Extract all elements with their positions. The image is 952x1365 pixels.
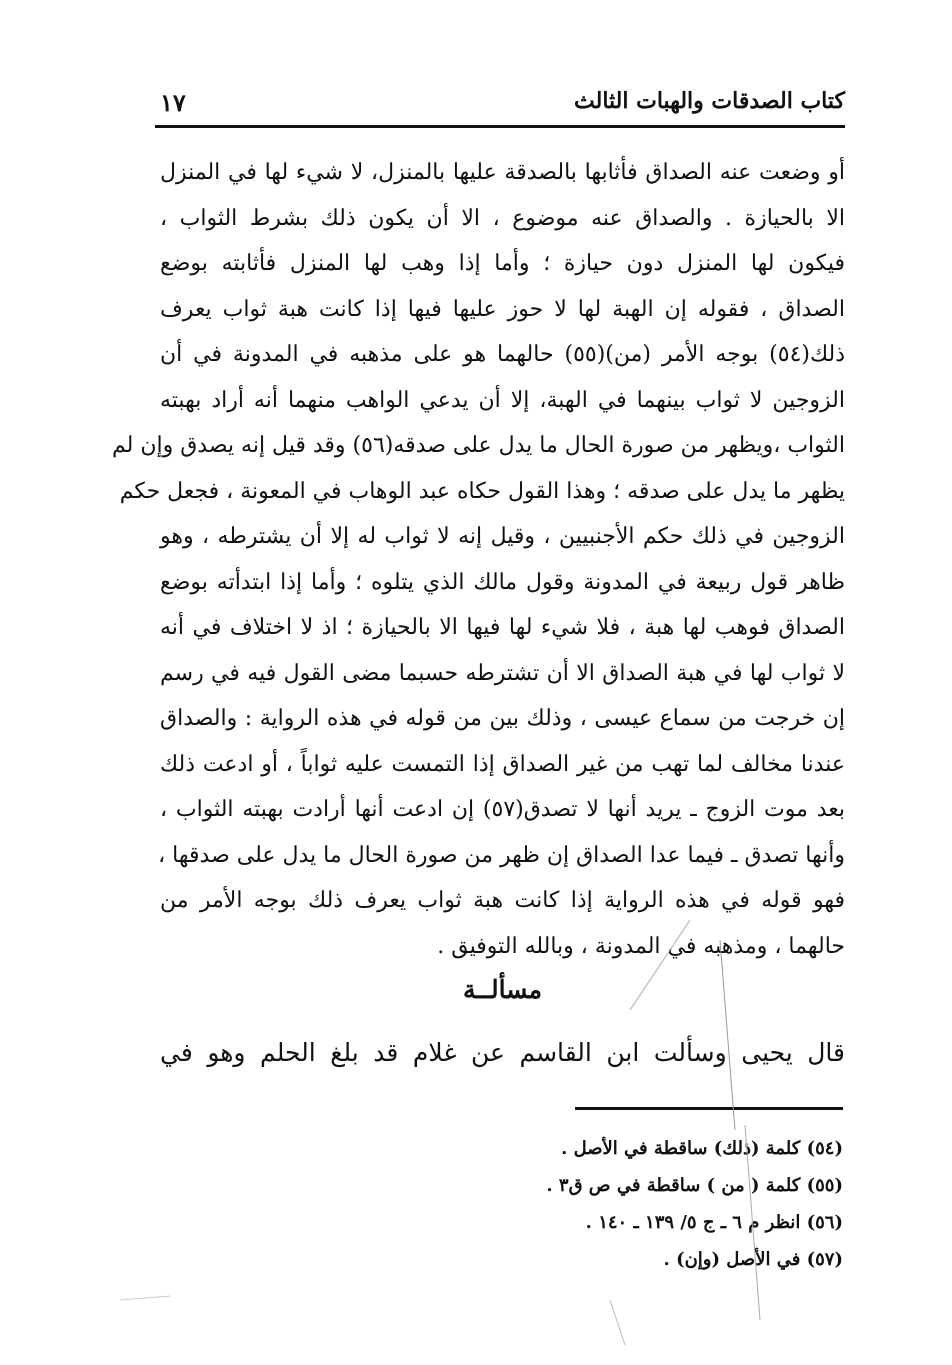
text-line: أو وضعت عنه الصداق فأثابها بالصدقة عليها بالمنزل، لا شيء لها في المنزل xyxy=(160,160,845,185)
footnote-57: (٥٧) في الأصل (وإن) . xyxy=(663,1249,843,1270)
text-line: بعد موت الزوج ـ يريد أنها لا تصدق(٥٧) إن ادعت أنها أرادت بهبته الثواب ، xyxy=(160,797,845,822)
text-line: إن خرجت من سماع عيسى ، وذلك بين من قوله في هذه الرواية : والصداق xyxy=(160,706,845,731)
text-line: الصداق فوهب لها هبة ، فلا شيء لها فيها الا بالحيازة ؛ اذ لا اختلاف في أنه xyxy=(160,615,845,640)
footnotes xyxy=(400,1130,843,1278)
main-text xyxy=(112,150,846,969)
footnote-55: (٥٥) كلمة ( من ) ساقطة في ص ق٣ . xyxy=(546,1175,843,1196)
text-line: فيكون لها المنزل دون حيازة ؛ وأما إذا وهب لها المنزل فأثابته بوضع xyxy=(160,251,845,276)
running-title: كتاب الصدقات والهبات الثالث xyxy=(574,88,845,114)
text-line: يظهر ما يدل على صدقه ؛ وهذا القول حكاه عبد الوهاب في المعونة ، فجعل حكم xyxy=(119,478,845,504)
text-line: عندنا مخالف لما تهب من غير الصداق إذا التمست عليه ثواباً ، أو ادعت ذلك xyxy=(160,751,845,777)
text-line: ظاهر قول ربيعة في المدونة وقول مالك الذي يتلوه ؛ وأما إذا ابتدأته بوضع xyxy=(160,569,845,595)
header-divider xyxy=(155,125,845,128)
text-line: ذلك(٥٤) بوجه الأمر (من)(٥٥) حالهما هو على مذهبه في المدونة في أن xyxy=(160,342,846,367)
text-line: حالهما ، ومذهبه في المدونة ، وبالله التوفيق . xyxy=(437,933,845,959)
footnote-56: (٥٦) انظر م ٦ ـ ج ٥/ ١٣٩ ـ ١٤٠ . xyxy=(585,1212,843,1233)
page-number: ١٧ xyxy=(160,88,186,117)
text-line: لا ثواب لها في هبة الصداق الا أن تشترطه حسبما مضى القول فيه في رسم xyxy=(160,660,845,686)
footnote-divider xyxy=(575,1107,843,1110)
text-line: وأنها تصدق ـ فيما عدا الصداق إن ظهر من صورة الحال ما يدل على صدقها ، xyxy=(158,842,845,868)
text-line: الثواب ،ويظهر من صورة الحال ما يدل على صدقه(٥٦) وقد قيل إنه يصدق وإن لم xyxy=(112,433,845,458)
text-line: الزوجين في ذلك حكم الأجنبيين ، وقيل إنه لا ثواب له إلا أن يشترطه ، وهو xyxy=(160,524,845,549)
section-first-line: قال يحيى وسألت ابن القاسم عن غلام قد بلغ الحلم وهو في xyxy=(160,1038,845,1067)
text-line: فهو قوله في هذه الرواية إذا كانت هبة ثواب يعرف ذلك بوجه الأمر من xyxy=(160,888,845,913)
section-heading: مسألــة xyxy=(463,975,542,1004)
running-header xyxy=(160,88,845,124)
footnote-54: (٥٤) كلمة (ذلك) ساقطة في الأصل . xyxy=(561,1138,843,1159)
text-line: الزوجين لا ثواب بينهما في الهبة، إلا أن يدعي الواهب منهما أنه أراد بهبته xyxy=(160,387,845,413)
text-line: الا بالحيازة . والصداق عنه موضوع ، الا أن يكون ذلك بشرط الثواب ، xyxy=(160,205,845,231)
text-line: الصداق ، فقوله إن الهبة لها لا حوز عليها فيها إذا كانت هبة ثواب يعرف xyxy=(160,296,845,322)
